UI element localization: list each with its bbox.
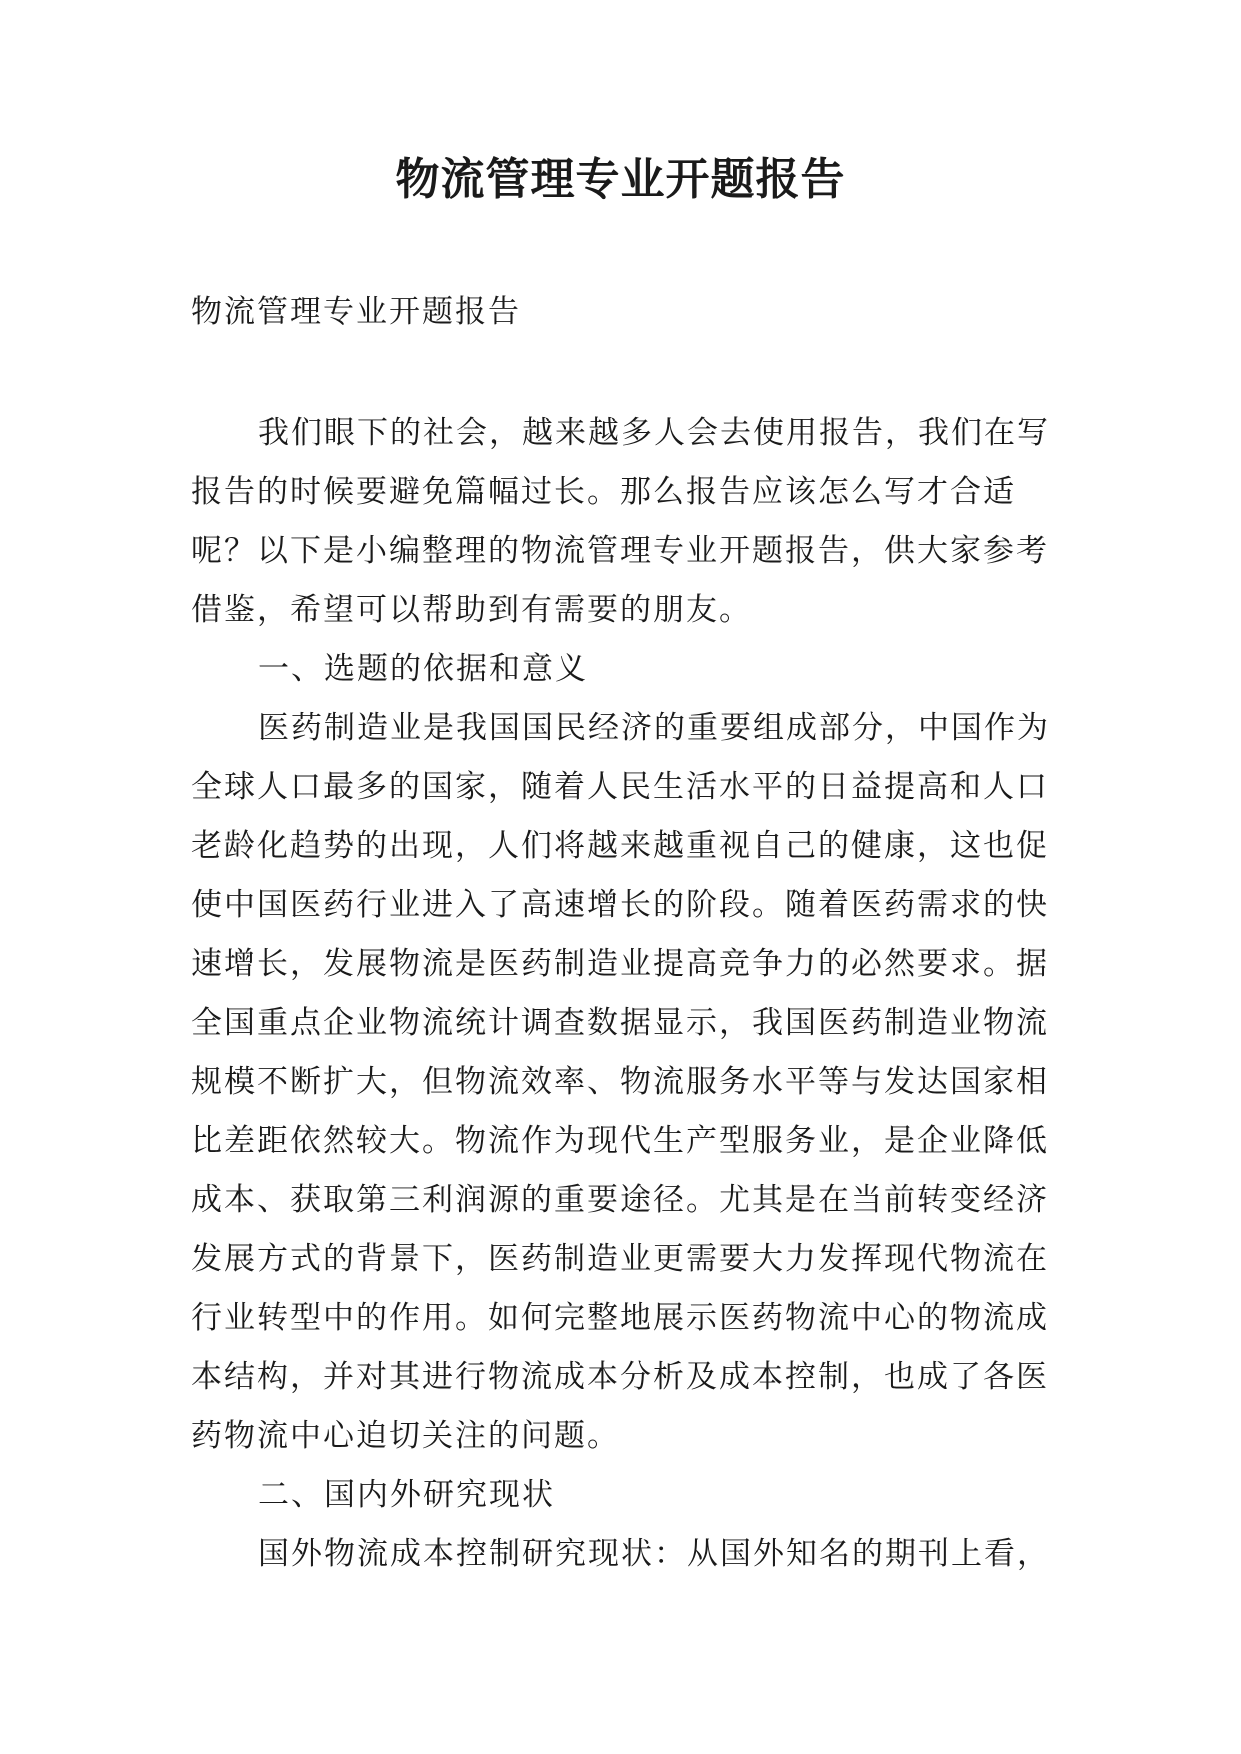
text-line: 老龄化趋势的出现，人们将越来越重视自己的健康，这也促 [191,828,1049,864]
document-subtitle: 物流管理专业开题报告 [191,294,521,330]
text-line: 借鉴，希望可以帮助到有需要的朋友。 [191,592,752,628]
text-line: 规模不断扩大，但物流效率、物流服务水平等与发达国家相 [191,1064,1049,1100]
text-line: 使中国医药行业进入了高速增长的阶段。随着医药需求的快 [191,887,1049,923]
text-line: 比差距依然较大。物流作为现代生产型服务业，是企业降低 [191,1123,1049,1159]
document-title: 物流管理专业开题报告 [395,154,846,205]
text-line: 医药制造业是我国国民经济的重要组成部分，中国作为 [258,710,1050,746]
section-heading: 二、国内外研究现状 [258,1477,555,1513]
document-body [191,404,1053,1584]
text-line: 本结构，并对其进行物流成本分析及成本控制，也成了各医 [191,1359,1049,1395]
text-line: 成本、获取第三利润源的重要途径。尤其是在当前转变经济 [191,1182,1049,1218]
text-line: 国外物流成本控制研究现状：从国外知名的期刊上看， [258,1536,1050,1572]
text-line: 药物流中心迫切关注的问题。 [191,1418,620,1454]
text-line: 速增长，发展物流是医药制造业提高竞争力的必然要求。据 [191,946,1049,982]
text-line: 全球人口最多的国家，随着人民生活水平的日益提高和人口 [191,769,1049,805]
text-line: 报告的时候要避免篇幅过长。那么报告应该怎么写才合适 [191,474,1016,510]
text-line: 呢？以下是小编整理的物流管理专业开题报告，供大家参考 [191,533,1049,569]
text-line: 我们眼下的社会，越来越多人会去使用报告，我们在写 [258,415,1050,451]
text-line: 全国重点企业物流统计调查数据显示，我国医药制造业物流 [191,1005,1049,1041]
section-heading: 一、选题的依据和意义 [258,651,588,687]
text-line: 发展方式的背景下，医药制造业更需要大力发挥现代物流在 [191,1241,1049,1277]
text-line: 行业转型中的作用。如何完整地展示医药物流中心的物流成 [191,1300,1049,1336]
